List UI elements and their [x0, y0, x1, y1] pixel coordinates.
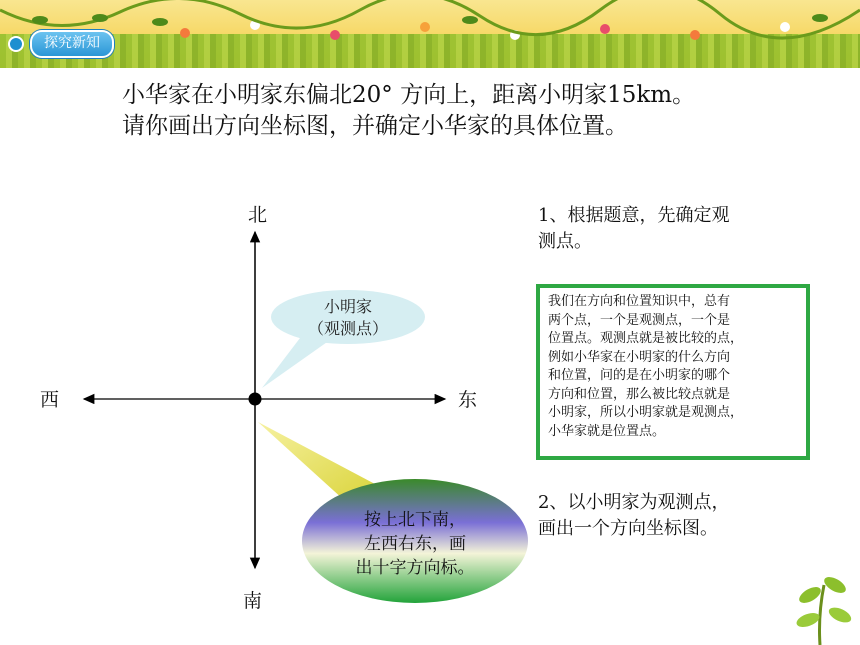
observation-line-1: 小明家 [323, 297, 372, 316]
west-label: 西 [40, 389, 60, 411]
step-1-line-2: 测点。 [538, 231, 592, 252]
step-2 [538, 490, 838, 542]
origin-point [249, 393, 262, 406]
explanation-line: 例如小华家在小明家的什么方向 [548, 349, 731, 365]
explanation-line: 位置点。观测点就是被比较的点， [548, 331, 744, 346]
observation-bubble-text [288, 296, 408, 340]
plant-decoration [780, 555, 860, 645]
explanation-box [536, 284, 810, 460]
question-line-2: 请你画出方向坐标图，并确定小华家的具体位置。 [122, 113, 628, 139]
north-label: 北 [248, 204, 268, 226]
explanation-line: 我们在方向和位置知识中，总有 [548, 294, 731, 309]
explanation-line: 小华家就是位置点。 [548, 423, 666, 439]
explanation-line: 方向和位置，那么被比较点就是 [548, 386, 731, 402]
hint-bubble-text [340, 508, 490, 580]
hint-line-3: 出十字方向标。 [355, 558, 475, 578]
step-2-line-1: 2、以小明家为观测点， [538, 492, 730, 513]
observation-bubble-tail [262, 338, 330, 388]
section-tag-label: 探究新知 [30, 30, 114, 58]
hint-line-1: 按上北下南， [364, 510, 466, 530]
explanation-line: 和位置，问的是在小明家的哪个 [548, 368, 731, 383]
step-1-line-1: 1、根据题意，先确定观 [538, 205, 730, 226]
step-2-line-2: 画出一个方向坐标图。 [538, 518, 718, 539]
south-label: 南 [243, 590, 263, 612]
east-label: 东 [458, 389, 478, 411]
hint-line-2: 左西右东，画 [364, 534, 466, 554]
step-1 [538, 203, 828, 255]
observation-line-2: （观测点） [307, 319, 388, 338]
question-line-1: 小华家在小明家东偏北20° 方向上，距离小明家15km。 [122, 82, 696, 108]
explanation-line: 两个点，一个是观测点，一个是 [548, 312, 731, 328]
explanation-line: 小明家，所以小明家就是观测点， [548, 405, 744, 420]
